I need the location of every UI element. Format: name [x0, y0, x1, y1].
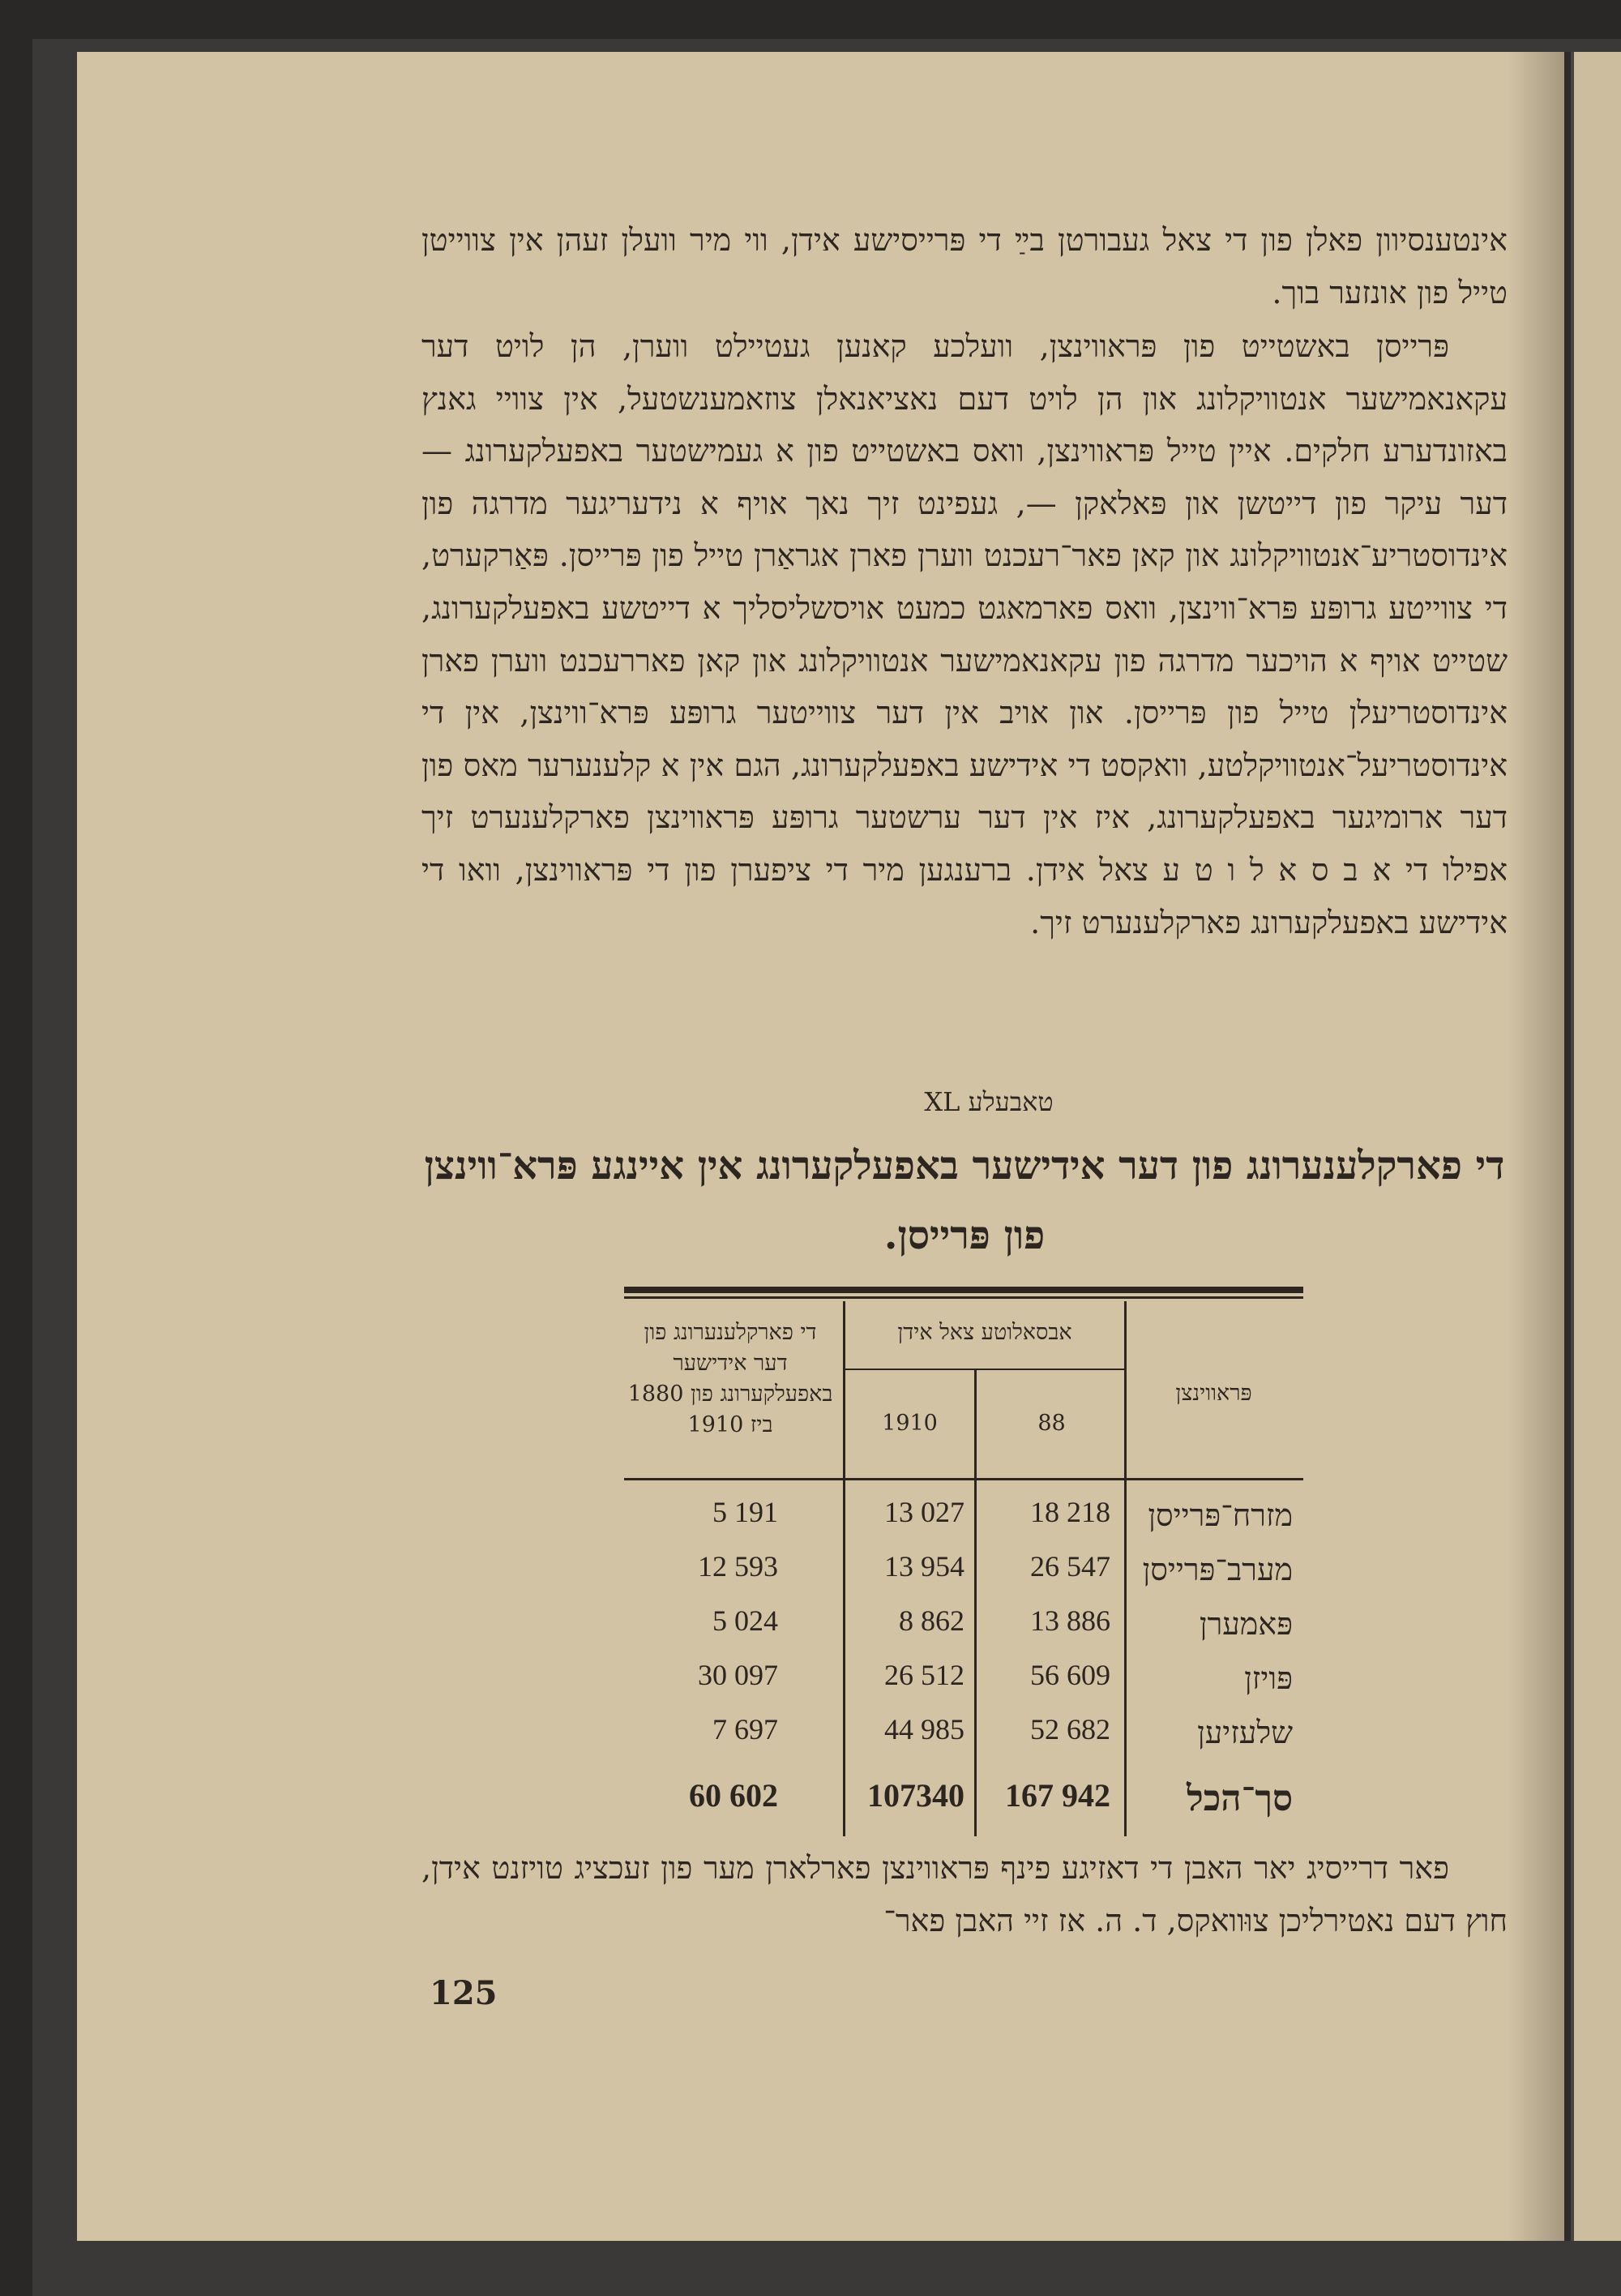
table-title: די פארקלענערונג פון דער אידישער באפעלקערונג אין איינגע פּרא־ווינצן פון פּרייסן. [424, 1143, 1505, 1258]
value-1910: 13 027 [884, 1496, 964, 1528]
table-top-rule [624, 1287, 1303, 1293]
paragraph-2: פּרייסן באשטייט פון פּראווינצן, וועלכע קאנען געטיילט ווערן, הן לויט דער עקאנאמישער אנטוויקלונג און הן לויט דעם נאציאנאלן צוזאמענשטעל, אין צוויי גאנץ באזונדערע חלקים. איין טייל פּראווינצן, וואס באשטייט פון א געמישטער באפעלקערונג — דער עיקר פון דייטשן און פּאלאקן —, געפינט זיך נאך אויף א נידעריגער מדרגה פון אינדוסטריע־אנטוויקלונג און קאן פאר־רעכנט ווערן פארן אגראַרן טייל פון פּרייסן. פּאַרקערט, די צווייטע גרופּע פּרא־ווינצן, וואס פארמאגט כמעט אויסשליסליך א דייטשע באפעלקערונג, שטייט אויף א הויכער מדרגה פון עקאנאמישער אנטוויקלונג און קאן פאררעכנט ווערן פארן אינדוסטריעלן טייל פון פּרייסן. און אויב אין דער צווייטער גרופּע פּרא־ווינצן, אין די אינדוסטריעל־אנטוויקלטע, וואקסט די אידישע באפעלקערונג, הגם אין א קלענערער מאס פון דער ארומיגער באפעלקערונג, איז אין דער ערשטער גרופּע פּראווינצן פארקלענערט זיך אפילו די א ב ס א ל ו ט ע צאל אידן. ברענגען מיר די ציפערן פון די פּראווינצן, וואו די אידישע באפעלקערונג פארקלענערט זיך. [421, 328, 1508, 940]
value-1910: 26 512 [884, 1659, 964, 1691]
total-decrease: 60 602 [689, 1777, 778, 1814]
value-1880: 18 218 [1030, 1496, 1110, 1528]
value-1880: 13 886 [1030, 1604, 1110, 1637]
header-decrease: די פארקלענערונג פון דער אידישער באפעלקערונג פון 1880 ביז 1910 [627, 1320, 833, 1437]
total-label: סך־הכל [1187, 1779, 1293, 1818]
table-top-rule-thin [624, 1296, 1303, 1299]
value-1880: 26 547 [1030, 1550, 1110, 1583]
province-name: שלעזיען [1197, 1716, 1293, 1750]
value-1880: 56 609 [1030, 1659, 1110, 1691]
header-province: פּראווינצן [1175, 1381, 1252, 1406]
table-column-divider [1124, 1301, 1127, 1836]
table-label: טאבעלע XL [924, 1086, 1054, 1117]
province-name: מערב־פּרייסן [1142, 1553, 1293, 1587]
value-decrease: 5 024 [712, 1604, 778, 1637]
paragraph-3: פאר דרייסיג יאר האבן די דאזיגע פינף פּראווינצן פארלארן מער פון זעכציג טויזנט אידן, חוץ דעם נאטירליכן צוּוואקס, ד. ה. אז זיי האבן פאר־ [421, 1850, 1508, 1938]
header-year-88: 88 [1037, 1411, 1066, 1436]
facing-page-edge [1574, 52, 1621, 2241]
table-column-divider [843, 1301, 845, 1836]
table-column-divider [974, 1369, 977, 1836]
paragraph-1: אינטענסיוון פאלן פון די צאל געבורטן בײַ די פּרייסישע אידן, ווי מיר וועלן זעהן אין צווייטן טייל פון אונזער בוך. [421, 222, 1508, 311]
page-number: 125 [430, 1974, 498, 2012]
value-1910: 8 862 [899, 1604, 964, 1637]
value-decrease: 7 697 [712, 1713, 778, 1746]
value-1880: 52 682 [1030, 1713, 1110, 1746]
value-decrease: 5 191 [712, 1496, 778, 1528]
value-decrease: 30 097 [698, 1659, 778, 1691]
header-year-1910: 1910 [882, 1411, 938, 1436]
table-header-bottom-rule [624, 1478, 1303, 1480]
value-decrease: 12 593 [698, 1550, 778, 1583]
province-name: פּאמערן [1199, 1608, 1293, 1642]
header-absolute-count: אבסאלוטע צאל אידן [897, 1320, 1072, 1345]
value-1910: 13 954 [884, 1550, 964, 1583]
province-name: פּויזן [1244, 1662, 1293, 1696]
total-1910: 107340 [867, 1777, 964, 1814]
page-gutter-shadow [1508, 52, 1572, 2241]
total-1880: 167 942 [1005, 1777, 1110, 1814]
province-name: מזרח־פּרייסן [1148, 1499, 1293, 1533]
value-1910: 44 985 [884, 1713, 964, 1746]
table-subheader-rule [845, 1369, 1124, 1370]
